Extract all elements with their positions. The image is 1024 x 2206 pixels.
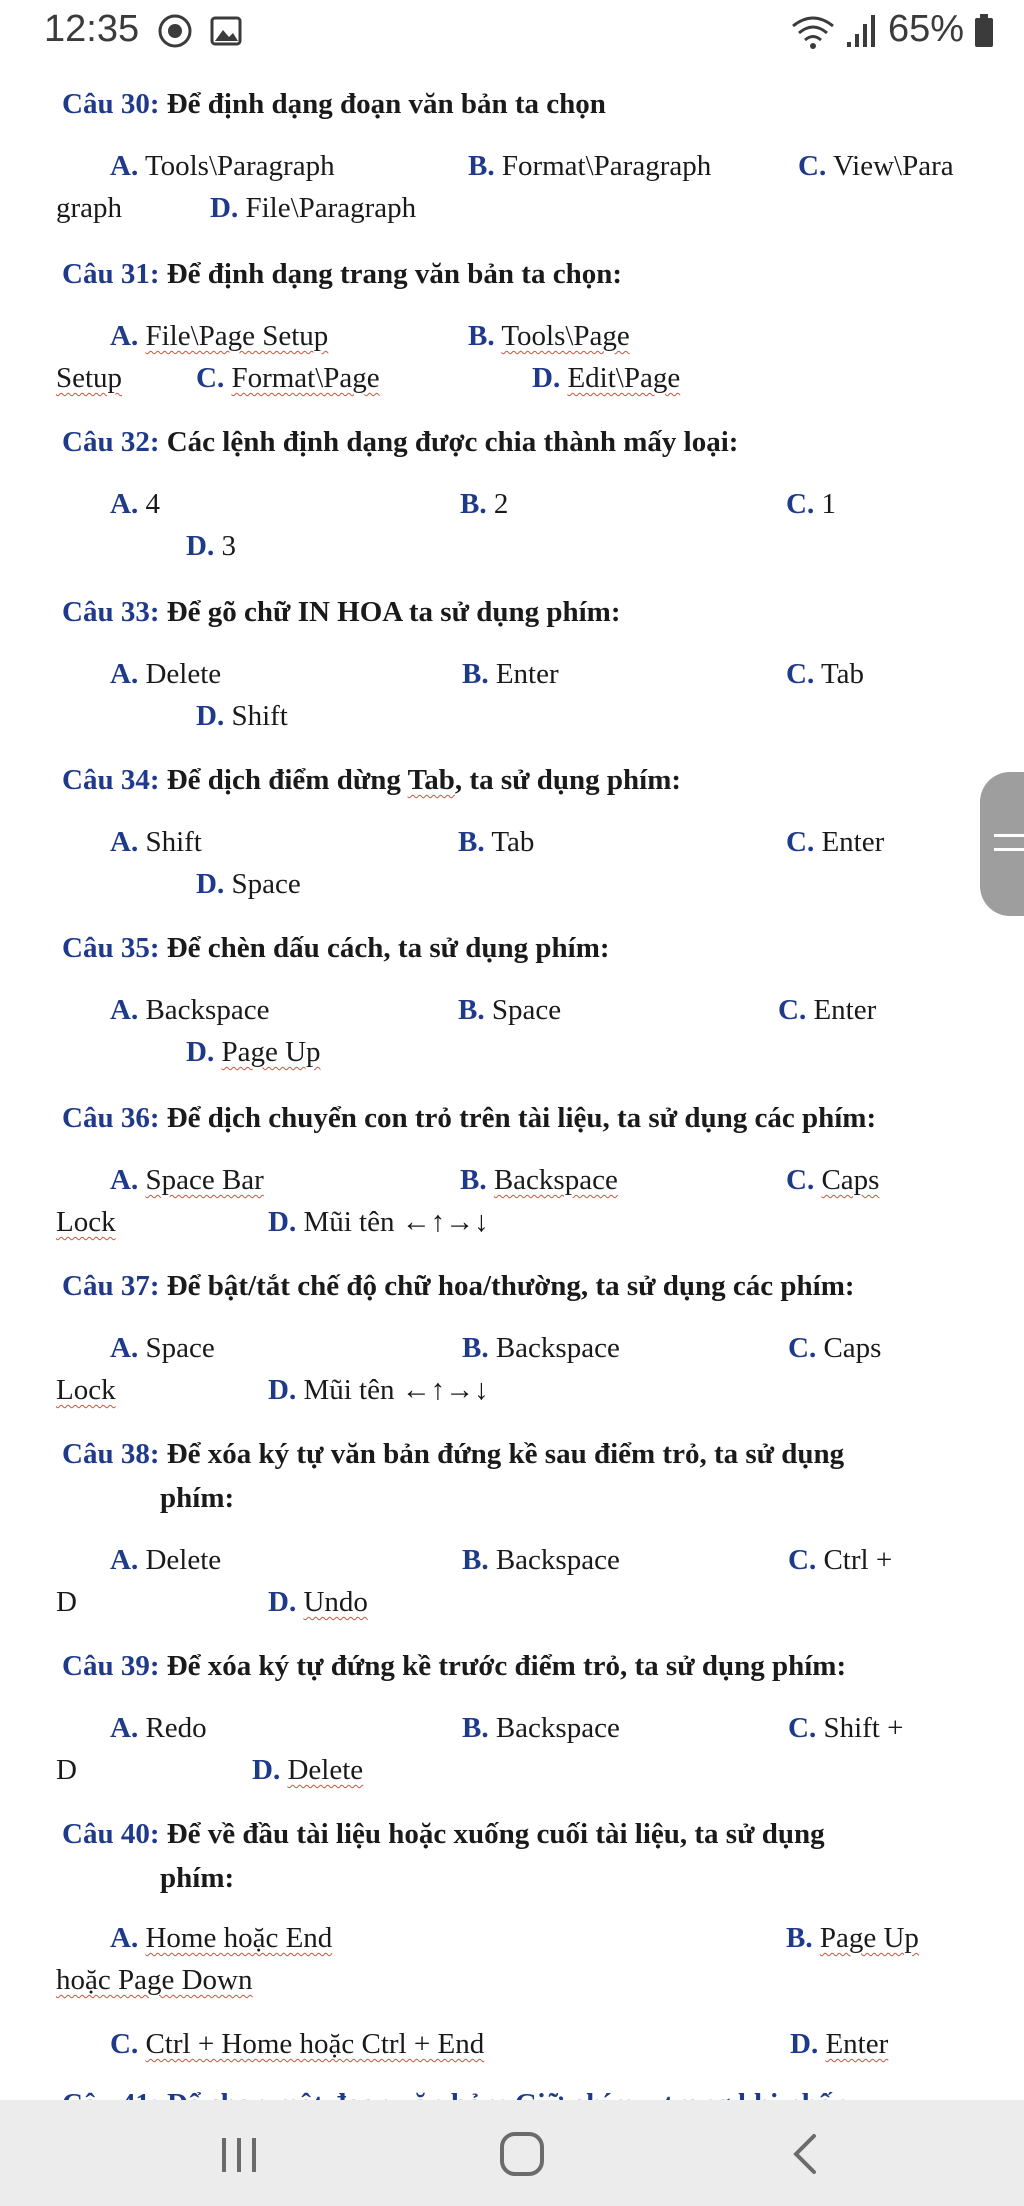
option-d: D. Shift	[196, 700, 288, 732]
option-b: B. Page Up	[786, 1922, 919, 1954]
question-38: Câu 38: Để xóa ký tự văn bản đứng kề sau điểm trỏ, ta sử dụng	[62, 1438, 845, 1470]
option-a: A. Space	[110, 1332, 215, 1364]
option-d: D. Space	[196, 868, 301, 900]
option-c: C. Enter	[778, 994, 877, 1026]
option-c: C. View\Para	[798, 150, 954, 182]
question-36: Câu 36: Để dịch chuyển con trỏ trên tài liệu, ta sử dụng các phím:	[62, 1102, 877, 1134]
option-d: D. Page Up	[186, 1036, 321, 1068]
question-31: Câu 31: Để định dạng trang văn bản ta chọn:	[62, 258, 622, 290]
option-c: C. Shift +	[788, 1712, 904, 1744]
option-d: D. Enter	[790, 2028, 889, 2060]
option-b: B. Enter	[462, 658, 559, 690]
option-c: C. Caps	[786, 1164, 880, 1196]
question-38-cont: phím:	[160, 1482, 235, 1514]
option-c: C. Tab	[786, 658, 864, 690]
question-30: Câu 30: Để định dạng đoạn văn bản ta chọn	[62, 88, 606, 120]
option-a: A. Delete	[110, 658, 222, 690]
option-c: C. Caps	[788, 1332, 882, 1364]
question-33: Câu 33: Để gõ chữ IN HOA ta sử dụng phím:	[62, 596, 621, 628]
option-c: C. Ctrl +	[788, 1544, 893, 1576]
option-d: D. 3	[186, 530, 236, 562]
option-b-cont: Setup	[56, 362, 123, 394]
option-a: A. Space Bar	[110, 1164, 264, 1196]
option-c: C. Ctrl + Home hoặc Ctrl + End	[110, 2028, 485, 2060]
question-37: Câu 37: Để bật/tắt chế độ chữ hoa/thường, ta sử dụng các phím:	[62, 1270, 855, 1302]
option-b: B. Backspace	[460, 1164, 618, 1196]
option-c-cont: D	[56, 1586, 77, 1618]
question-34: Câu 34: Để dịch điểm dừng Tab, ta sử dụng phím:	[62, 764, 682, 796]
option-a: A. Home hoặc End	[110, 1922, 333, 1954]
option-c-cont: D	[56, 1754, 77, 1786]
question-32: Câu 32: Các lệnh định dạng được chia thành mấy loại:	[62, 426, 739, 458]
option-b-cont: hoặc Page Down	[56, 1964, 253, 1996]
back-icon[interactable]	[790, 2132, 818, 2176]
option-b: B. Backspace	[462, 1332, 620, 1364]
status-time: 12:35	[44, 8, 140, 50]
navigation-bar	[0, 2100, 1024, 2206]
option-a: A. Shift	[110, 826, 202, 858]
option-d: D. Mũi tên ←↑→↓	[268, 1374, 489, 1406]
question-40-cont: phím:	[160, 1862, 235, 1894]
option-a: A. Tools\Paragraph	[110, 150, 335, 182]
option-a: A. Backspace	[110, 994, 270, 1026]
option-d: D. File\Paragraph	[210, 192, 417, 224]
option-d: D. Edit\Page	[532, 362, 681, 394]
option-b: B. 2	[460, 488, 509, 520]
option-b: B. Space	[458, 994, 562, 1026]
option-c-cont: Lock	[56, 1374, 116, 1406]
option-d: D. Undo	[268, 1586, 368, 1618]
option-c-cont: graph	[56, 192, 123, 224]
option-c: C. Enter	[786, 826, 885, 858]
scroll-handle[interactable]	[980, 772, 1024, 916]
option-b: B. Backspace	[462, 1712, 620, 1744]
recent-apps-icon[interactable]	[218, 2134, 260, 2176]
option-b: B. Tools\Page	[468, 320, 630, 352]
option-b: B. Format\Paragraph	[468, 150, 712, 182]
option-b: B. Backspace	[462, 1544, 620, 1576]
option-c: C. Format\Page	[196, 362, 380, 394]
option-d: D. Mũi tên ←↑→↓	[268, 1206, 489, 1238]
option-a: A. 4	[110, 488, 160, 520]
question-40: Câu 40: Để về đầu tài liệu hoặc xuống cuối tài liệu, ta sử dụng	[62, 1818, 825, 1850]
option-a: A. File\Page Setup	[110, 320, 329, 352]
question-39: Câu 39: Để xóa ký tự đứng kề trước điểm trỏ, ta sử dụng phím:	[62, 1650, 847, 1682]
option-b: B. Tab	[458, 826, 535, 858]
option-c-cont: Lock	[56, 1206, 116, 1238]
question-35: Câu 35: Để chèn dấu cách, ta sử dụng phím:	[62, 932, 610, 964]
option-a: A. Delete	[110, 1544, 222, 1576]
option-c: C. 1	[786, 488, 836, 520]
option-a: A. Redo	[110, 1712, 207, 1744]
home-icon[interactable]	[498, 2130, 546, 2178]
battery-percent: 65%	[888, 8, 965, 50]
option-d: D. Delete	[252, 1754, 364, 1786]
